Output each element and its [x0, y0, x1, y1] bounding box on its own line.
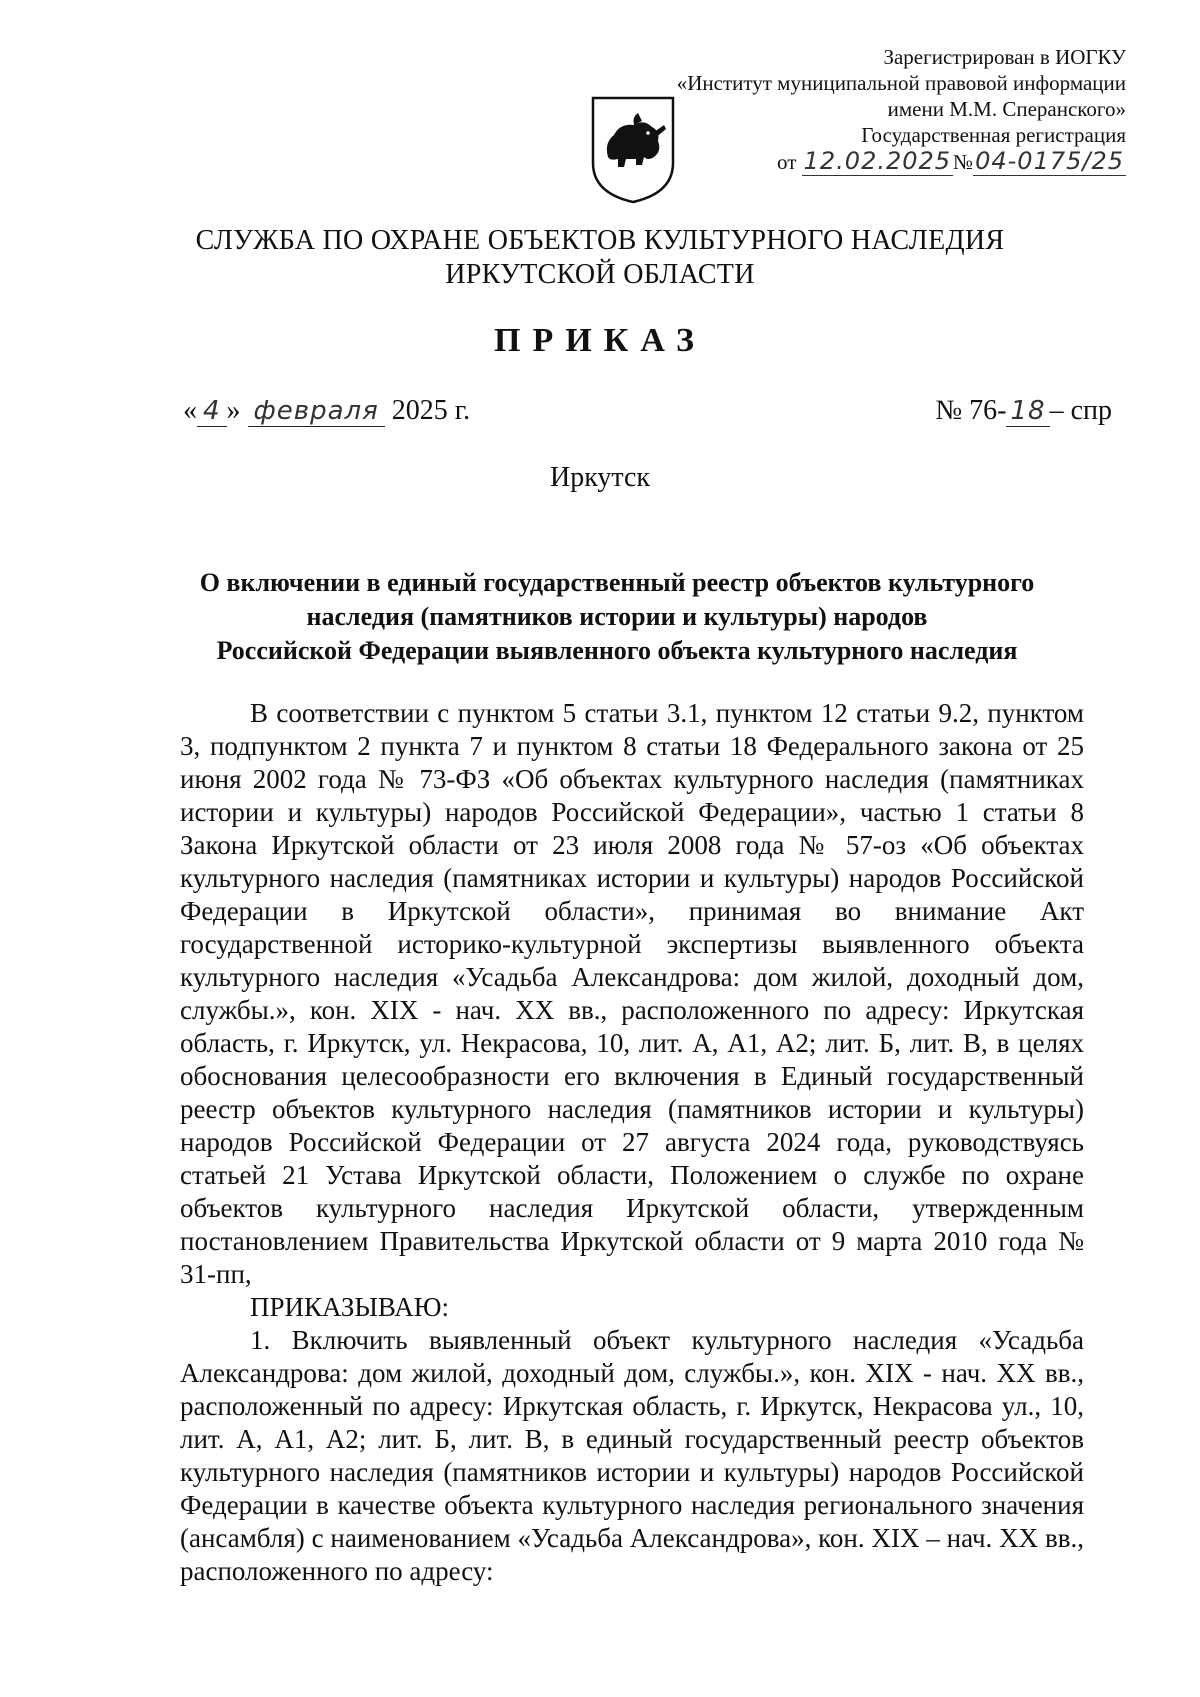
registration-date-number [606, 148, 1126, 175]
registration-line-1: Зарегистрирован в ИОГКУ [883, 45, 1126, 69]
order-item-1: 1. Включить выявленный объект культурного наследия «Усадьба Александрова: дом жилой, доходный дом, службы.», кон. XIX - нач. XX вв., расположенный по адресу: Иркутская область, г. Иркутск, Некрасова ул., 10, лит. А, А1, А2; лит. Б, лит. В, в единый государственный реестр объектов культурного наследия (памятников истории и культуры) народов Российской Федерации в качестве объекта культурного наследия регионального значения (ансамбля) с наименованием «Усадьба Александрова», кон. XIX – нач. XX вв., расположенного по адресу: [180, 1325, 1084, 1586]
agency-name [0, 224, 1200, 292]
order-number-suffix: – спр [1049, 395, 1112, 426]
registration-number-label: № [953, 150, 974, 174]
registration-line-4: Государственная регистрация [861, 123, 1126, 147]
coat-of-arms-icon [590, 95, 676, 205]
date-month-handwritten: февраля [248, 396, 385, 427]
date-day-handwritten: 4 [197, 396, 227, 427]
agency-name-line-2: ИРКУТСКОЙ ОБЛАСТИ [445, 259, 755, 290]
registration-from-label: от [776, 150, 797, 174]
order-number-prefix: № 76- [935, 395, 1007, 426]
document-type-title: ПРИКАЗ [494, 322, 706, 359]
order-directive: ПРИКАЗЫВАЮ: [250, 1292, 449, 1322]
date-year: 2025 г. [391, 395, 471, 426]
registration-line-2: «Институт муниципальной правовой информации [676, 71, 1126, 95]
registration-stamp [606, 44, 1126, 175]
heading-line-3: Российской Федерации выявленного объекта культурного наследия [216, 636, 1018, 665]
preamble-paragraph: В соответствии с пунктом 5 статьи 3.1, пунктом 12 статьи 9.2, пунктом 3, подпунктом 2 пункта 7 и пунктом 8 статьи 18 Федерального закона от 25 июня 2002 года № 73-ФЗ «Об объектах культурного наследия (памятниках истории и культуры) народов Российской Федерации», частью 1 статьи 8 Закона Иркутской области от 23 июля 2008 года № 57-оз «Об объектах культурного наследия (памятниках истории и культуры) народов Российской Федерации в Иркутской области», принимая во внимание Акт государственной историко-культурной экспертизы выявленного объекта культурного наследия «Усадьба Александрова: дом жилой, доходный дом, службы.», кон. XIX - нач. XX вв., расположенного по адресу: Иркутская область, г. Иркутск, ул. Некрасова, 10, лит. А, А1, А2; лит. Б, лит. В, в целях обоснования целесообразности его включения в Единый государственный реестр объектов культурного наследия (памятников истории и культуры) народов Российской Федерации от 27 августа 2024 года, руководствуясь статьей 21 Устава Иркутской области, Положением о службе по охране объектов культурного наследия Иркутской области, утвержденным постановлением Правительства Иркутской области от 9 марта 2010 года № 31-пп, [180, 698, 1084, 1289]
issue-city: Иркутск [549, 462, 651, 493]
order-number [935, 395, 1112, 427]
order-number-handwritten: 18 [1006, 396, 1049, 427]
registration-date-handwritten: 12.02.2025 [803, 147, 952, 175]
registration-line-3: имени М.М. Сперанского» [887, 97, 1126, 121]
date-open-quote: « [183, 395, 197, 426]
heading-line-2: наследия (памятников истории и культуры) народов [306, 602, 928, 631]
heading-line-1: О включении в единый государственный реестр объектов культурного [199, 568, 1035, 597]
registration-number-handwritten: 04-0175/25 [975, 147, 1124, 175]
order-body [180, 697, 1084, 1588]
agency-name-line-1: СЛУЖБА ПО ОХРАНЕ ОБЪЕКТОВ КУЛЬТУРНОГО НАСЛЕДИЯ [195, 225, 1005, 256]
order-heading [150, 566, 1084, 668]
order-date [183, 395, 470, 427]
date-close-quote: » [226, 395, 241, 426]
